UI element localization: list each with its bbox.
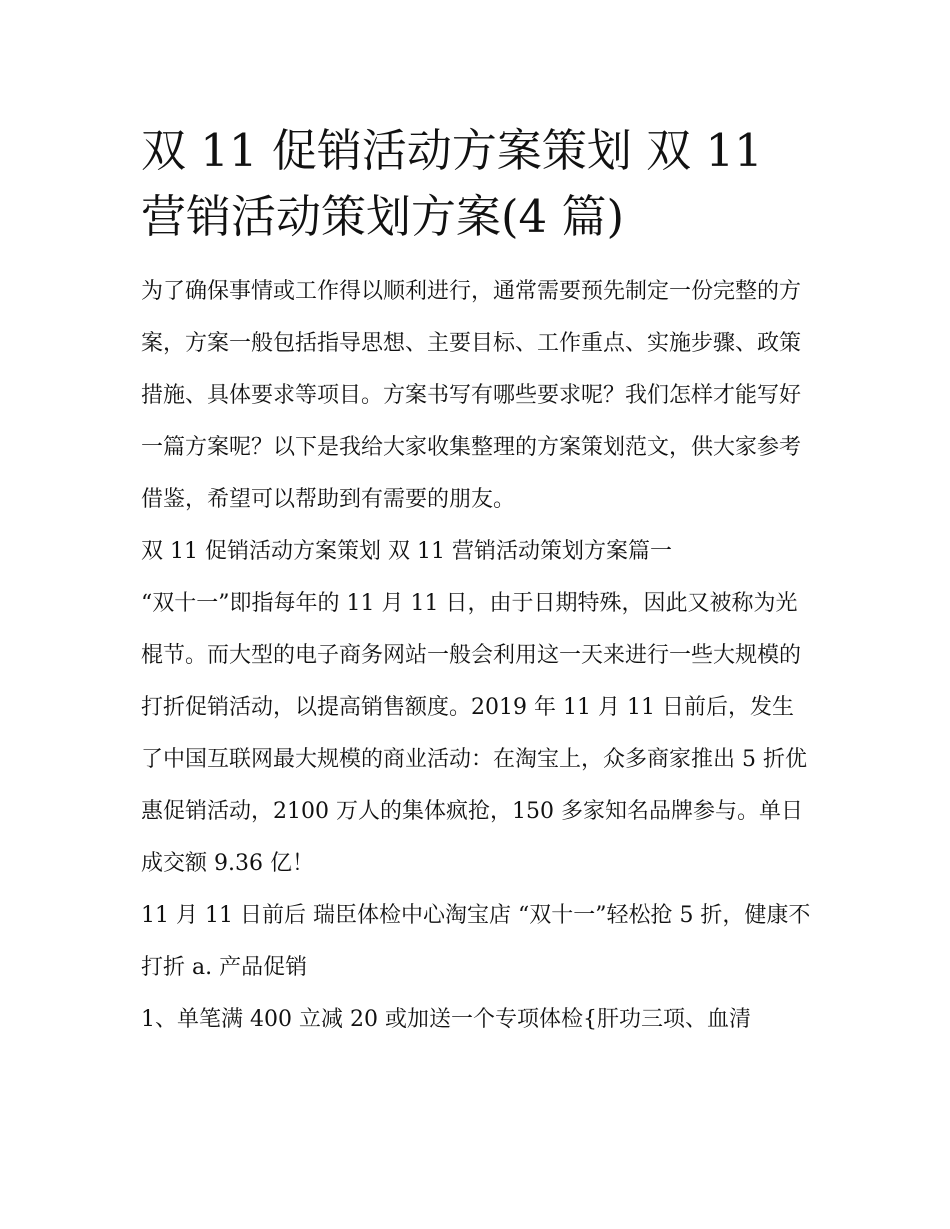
document-content bbox=[141, 118, 813, 1046]
promotion-paragraph: 11 月 11 日前后 瑞臣体检中心淘宝店 “双十一”轻松抢 5 折，健康不打折 a. 产品促销 bbox=[141, 903, 811, 980]
list-item-1: 1、单笔满 400 立减 20 或加送一个专项体检{肝功三项、血清 bbox=[141, 1007, 751, 1032]
background-paragraph: “双十一”即指每年的 11 月 11 日，由于日期特殊，因此又被称为光棍节。而大型的电子商务网站一般会利用这一天来进行一些大规模的打折促销活动，以提高销售额度。2019 年 11 月 11 日前后，发生了中国互联网最大规模的商业活动：在淘宝上，众多商家推出 5 折优惠促销活动，2100 万人的集体疯抢，150 多家知名品牌参与。单日成交额 9.36 亿！ bbox=[141, 591, 807, 876]
section-heading: 双 11 促销活动方案策划 双 11 营销活动策划方案篇一 bbox=[141, 539, 672, 564]
intro-paragraph: 为了确保事情或工作得以顺利进行，通常需要预先制定一份完整的方案，方案一般包括指导思想、主要目标、工作重点、实施步骤、政策措施、具体要求等项目。方案书写有哪些要求呢？我们怎样才能写好一篇方案呢？以下是我给大家收集整理的方案策划范文，供大家参考借鉴，希望可以帮助到有需要的朋友。 bbox=[141, 279, 802, 512]
document-title: 双 11 促销活动方案策划 双 11 营销活动策划方案(4 篇) bbox=[141, 124, 763, 243]
